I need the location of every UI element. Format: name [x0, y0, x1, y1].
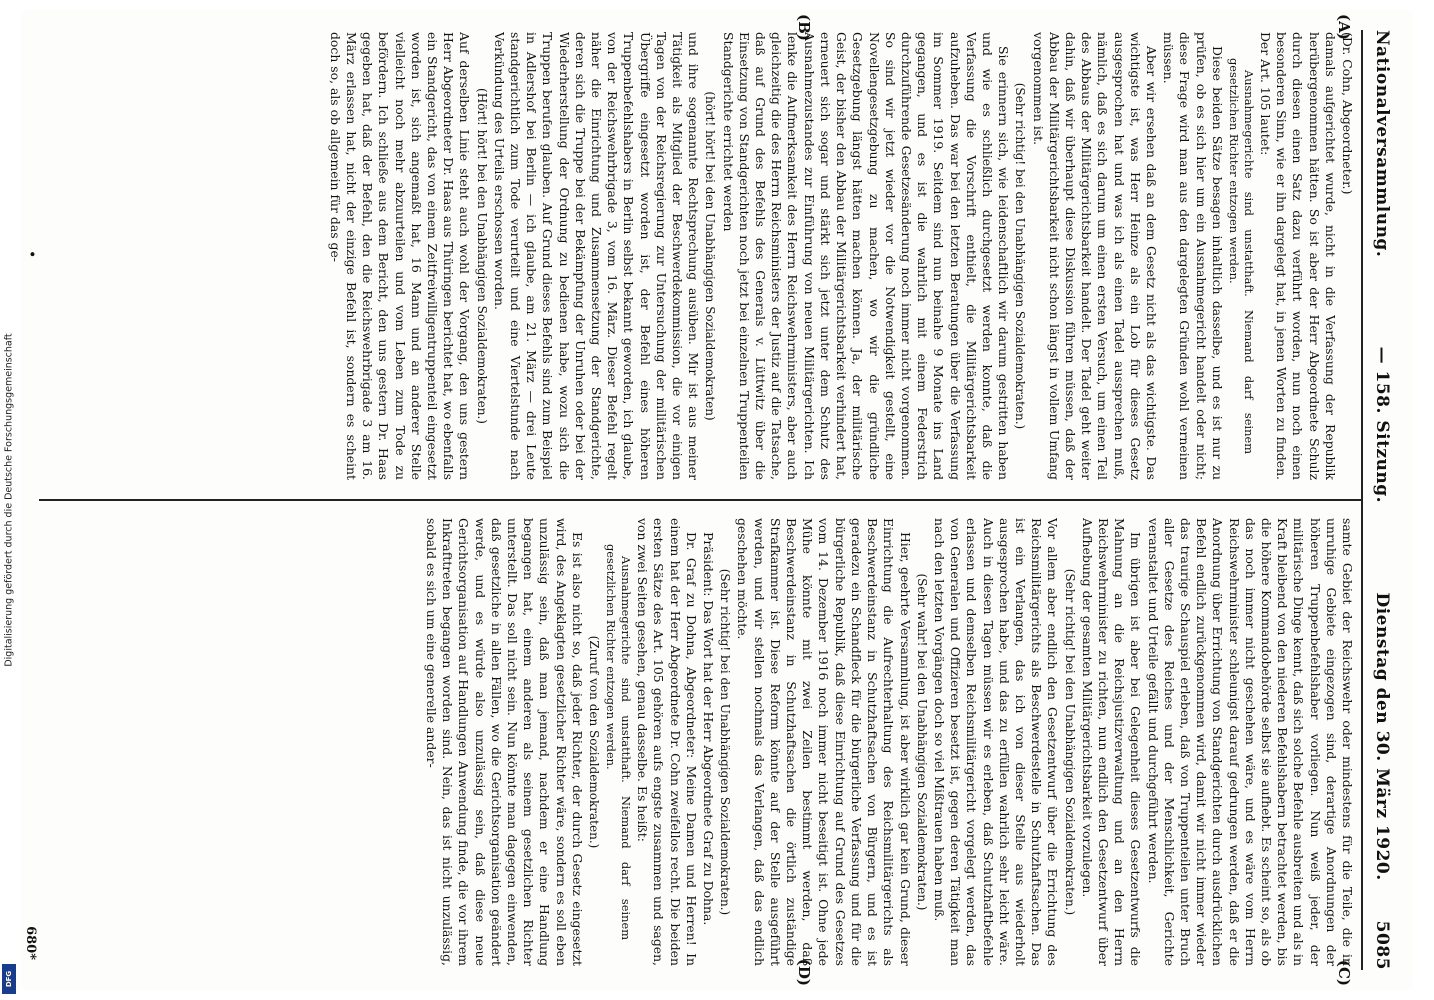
paragraph: Präsident: Das Wort hat der Herr Abgeordnete Graf zu Dohna.	[701, 532, 717, 926]
right-column	[37, 518, 1355, 966]
rotated-newspaper-sheet	[21, 10, 1413, 990]
paragraph: Auf derselben Linie steht auch wohl der Vorgang, den uns gestern Herr Abgeordneter Dr. Haas aus Thüringen berichtet hat, wo ebenfalls ein Standgericht, das von einem Zeitfreiwilligentruppenteil eingesetzt worden ist, sich angemaßt hat, 16 Mann und an anderer Stelle vielleicht noch mehr abzuurteilen und vom Leben zum Tode zu befördern. Ich schließe aus dem Bericht, den uns gestern Dr. Haas gegeben hat, daß der Befehl, den die Reichswehrbrigade 3 am 16. März erlassen hat, nicht der einzige Befehl ist, sondern es scheint doch so, als ob allgemein für das ge-	[327, 32, 473, 480]
page-signature-mark: 680*	[23, 926, 38, 960]
paragraph: Hier, geehrte Versammlung, ist aber wirklich gar kein Grund, dieser Einrichtung die Aufrechterhaltung des Reichsmilitärgerichts als Beschwerdeinstanz in Schutzhaftsachen von Bürgern, und es ist geradezu ein Schandfleck für die bürgerliche Verfassung und für die bürgerliche Republik, daß diese Einrichtung auf Grund des Gesetzes vom 14. Dezember 1916 noch immer nicht beseitigt ist. Ohne jede Mühe könnte mit zwei Zeilen bestimmt werden, daß Beschwerdeinstanz in Schutzhaftsachen die örtlich zuständige Strafkammer ist. Diese Reform könnte auf der Stelle ausgeführt werden, und wir stellen nochmals das Verlangen, daß das endlich geschehen möchte.	[735, 518, 913, 966]
paragraph: (Zuruf von den Sozialdemokraten.)	[587, 635, 602, 849]
dfg-logo	[2, 964, 16, 994]
margin-mark-c: (C)	[1335, 959, 1353, 986]
paragraph: Sie erinnern sich, wie leidenschaftlich wir darum gestritten haben und wie es schließlich durchgesetzt werden konnte, daß die Verfassung die Vorschrift enthielt, die Militärgerichtsbarkeit aufzuheben. Das war bei den letzten Beratungen über die Verfassung im Sommer 1919. Seitdem sind nun beinahe 9 Monate ins Land gegangen, und es ist die wahrlich mit einem Federstrich durchzuführende Gesetzesänderung noch immer nicht vorgenommen. So sind wir jetzt wieder vor die Notwendigkeit gestellt, eine Novellengesetzgebung zu machen, wo wir die gründliche Gesetzgebung längst hätten machen können. Ja, der militärische Geist, der bisher den Abbau der Militärgerichtsbarkeit verhindert hat, erneuert sich sogar und stärkt sich jetzt unter dem Schutz des Ausnahmezustandes zur Einführung von neuen Militärgerichten. Ich lenke die Aufmerksamkeit des Herrn Reichswehrministers, aber auch gleichzeitig die des Herrn Reichsministers der Justiz auf die Tatsache, daß auf Grund des Befehls des Generals v. Lüttwitz über die Einsetzung von Standgerichten noch jetzt bei einzelnen Truppenteilen Standgerichte errichtet werden	[720, 32, 1012, 480]
paragraph: (Dr. Cohn, Abgeordneter.)	[1340, 32, 1355, 195]
dfg-logo-text: DFG	[5, 970, 13, 988]
paragraph: Im übrigen ist aber bei Gelegenheit dieses Gesetzentwurfs die Mahnung an die Reichsjustizverwaltung und an den Herrn Reichswehrminister zu richten, nun endlich den Gesetzentwurf über Aufhebung der gesamten Militärgerichtsbarkeit vorzulegen.	[1079, 518, 1144, 966]
column-divider	[39, 499, 1361, 501]
margin-mark-d: (D)	[795, 958, 813, 986]
page-number: 5085	[1372, 920, 1392, 970]
paragraph: Aber wir ersehen daß an dem Gesetz nicht als das wichtigste. Das wichtigste ist, was Herr Heinze als ein Lob für dieses Gesetz ausgesprochen hat und was ich als einen Tadel aussprechen muß, nämlich, daß es sich darum um einen ersten Versuch, um einen Teil des Abbaus der Militärgerichtsbarkeit handelt. Der Tadel geht weiter dahin, daß wir überhaupt diese Diskussion führen müssen, daß der Abbau der Militärgerichtsbarkeit nicht schon längst in vollem Umfang vorgenommen ist.	[1030, 32, 1159, 480]
margin-mark-a: (A)	[1335, 14, 1353, 40]
paragraph: Ausnahmegerichte sind unstatthaft. Niemand darf seinem gesetzlichen Richter entzogen werden.	[1226, 58, 1256, 454]
paragraph: und ihre sogenannte Rechtsprechung ausüben. Mir ist aus meiner Tätigkeit als Mitglied der Beschwerdekommission, die vor einigen Tagen von der Reichsregierung zur Untersuchung der militärischen Übergriffe eingesetzt worden ist, der Befehl eines höheren Truppenbefehlshabers in Berlin selbst bekannt geworden, ich glaube, von der Reichswehrbrigade 3, vom 16. März. Dieser Befehl regelt näher die Einrichtung und Zusammensetzung der Standgerichte, deren sich die Truppe bei der Bekämpfung der Unruhen oder bei der Wiederherstellung der Ordnung zu bedienen habe, wozu sich die Truppen berufen glauben. Auf Grund dieses Befehls sind zum Beispiel in Adlershof bei Berlin — ich glaube, am 21. März — drei Leute standgerichtlich zum Tode verurteilt und eine Viertelstunde nach Verkündung des Urteils erschossen worden.	[491, 32, 702, 480]
paragraph: (Hört! hört! bei den Unabhängigen Sozialdemokraten.)	[474, 88, 489, 424]
paragraph: Diese beiden Sätze besagen inhaltlich dasselbe, und es ist nur zu prüfen, ob es sich hier um ein Ausnahmegericht handelt oder nicht; diese Frage wird man aus den dargelegten Gründen wohl verneinen müssen.	[1161, 32, 1225, 480]
paragraph: Ausnahmegerichte sind unstatthaft. Niemand darf seinem gesetzlichen Richter entzogen werden.	[604, 544, 634, 940]
paragraph: (Sehr wahr! bei den Unabhängigen Sozialdemokraten.)	[914, 573, 929, 911]
header-rule	[1361, 30, 1363, 970]
left-column	[37, 32, 1355, 480]
margin-mark-b: (B)	[795, 14, 813, 41]
digitization-note	[0, 0, 18, 1000]
paragraph: samte Gebiet der Reichswehr oder mindestens für die Teile, die in unruhige Gebiete eingezogen sind, derartige Anordnungen der höheren Truppenbefehlshaber vorliegen. Nun weiß jeder, der militärische Dinge kennt, daß sich solche Befehle ausbreiten und als in Kraft bleibend von den niederen Befehlshabern betrachtet werden, bis die höhere Kommandobehörde selbst sie aufhebt. Es scheint so, als ob das noch immer nicht geschehen wäre, und es wäre vom Herrn Reichswehrminister schleunigst darauf gedrungen werden, daß er die Anordnung über Errichtung von Standgerichten durch ausdrücklichen Befehl endlich zurückgenommen wird, damit wir nicht immer wieder das traurige Schauspiel erleben, daß von Truppenteilen unter Bruch aller Gesetze des Reiches und der Menschlichkeit, Gerichte veranstaltet und Urteile gefällt und durchgeführt werden.	[1145, 518, 1355, 966]
header-left: Nationalversammlung.	[1372, 30, 1392, 258]
page-header	[1365, 30, 1399, 970]
paragraph: Vor allem aber endlich den Gesetzentwurf über die Errichtung des Reichsmilitärgerichts als Beschwerdestelle in Schutzhaftsachen. Das ist ein Verlangen, das ich von dieser Stelle aus wiederholt ausgesprochen habe, und das zu erfüllen wahrlich sehr leicht wäre. Auch in diesen Tagen müssen wir es erleben, daß Schutzhaftbefehle erlassen und demselben Reichsmilitärgericht vorgelegt werden, das von Generalen und Offizieren besetzt ist, gegen deren Tätigkeit man nach den letzten Vorgängen doch so viel Mißtrauen haben muß.	[931, 518, 1061, 966]
header-date: Dienstag den 30. März 1920.	[1372, 592, 1392, 881]
header-center: — 158. Sitzung.	[1372, 346, 1392, 504]
paragraph: (Sehr richtig! bei den Unabhängigen Sozialdemokraten.)	[1062, 568, 1077, 916]
digitization-note-text: Digitalisierung gefördert durch die Deutsche Forschungsgemeinschaft	[3, 333, 15, 667]
paragraph: Es ist also nicht so, daß jeder Richter, der durch Gesetz eingesetzt wird, des Angeklagten gesetzlicher Richter wäre, sondern es soll eben unzulässig sein, daß man jemand, nachdem er eine Handlung begangen hat, einem anderen als seinem gesetzlichen Richter unterstellt. Das soll nicht sein. Nun könnte man dagegen einwenden, daß gesetzliche in allen Fällen, wo die Gerichtsorganisation geändert werde, und es würde also unzulässig sein, daß diese neue Gerichtsorganisation auf Handlungen Anwendung finde, die vor ihrem Inkrafttreten begangen worden sind. Nein, das ist nicht unzulässig, sobald es sich um eine generelle ander-	[424, 518, 585, 966]
paragraph: damals aufgerichtet wurde, nicht in die Verfassung der Republik herübergenommen hätten. So ist aber der Herr Abgeordnete Schulz durch diesen einen Satz dazu verführt worden, nun noch einen besonderen Sinn, wie er ihn dargelegt hat, in jenen Worten zu finden. Der Art. 105 lautet:	[1257, 32, 1338, 480]
bullet-mark: •	[23, 250, 39, 259]
paragraph: (hört! hört! bei den Unabhängigen Sozialdemokraten)	[703, 91, 718, 421]
paragraph: (Sehr richtig! bei den Unabhängigen Sozialdemokraten.)	[718, 568, 733, 916]
paragraph: (Sehr richtig! bei den Unabhängigen Sozialdemokraten.)	[1013, 82, 1028, 430]
paragraph: Dr. Graf zu Dohna, Abgeordneter: Meine Damen und Herren! In einem hat der Herr Abgeordnete Dr. Cohn zweifellos recht. Die beiden ersten Sätze des Art. 105 gehören aufs engste zusammen und sagen, von zwei Seiten gesehen, genau dasselbe. Es heißt:	[635, 518, 699, 966]
